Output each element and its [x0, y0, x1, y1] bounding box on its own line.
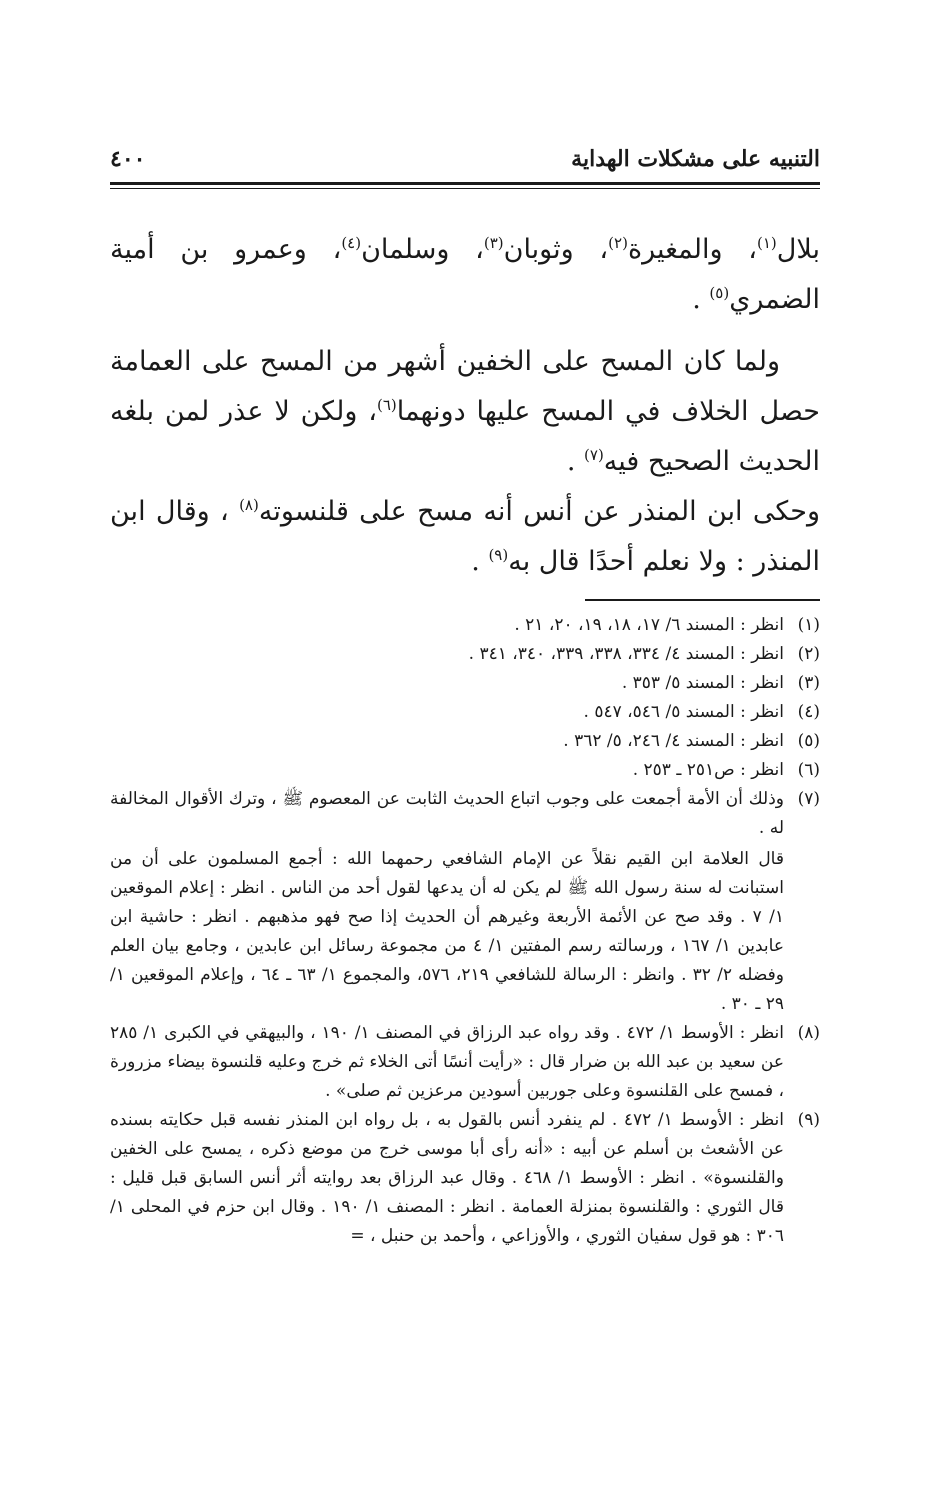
footnote-2 — [110, 640, 820, 669]
footnote-number: (٨) — [797, 1023, 820, 1043]
footnote-separator — [585, 599, 820, 601]
footnote-text: انظر : المسند ٤/ ٢٤٦، ٥/ ٣٦٢ . — [563, 731, 784, 751]
footnote-text: انظر : المسند ٥/ ٥٤٦، ٥٤٧ . — [583, 702, 784, 722]
text-run: ، والمغيرة — [627, 234, 757, 265]
footnote-ref: (٢) — [608, 234, 628, 252]
footnote-number: (٥) — [797, 731, 820, 751]
footnote-number: (٤) — [797, 702, 820, 722]
footnote-ref: (١) — [757, 234, 777, 252]
text-run: ولما كان المسح على الخفين أشهر من المسح على العمامة حصل الخلاف في المسح عليها دونهما — [110, 346, 820, 427]
text-run: . — [471, 546, 489, 577]
footnote-1 — [110, 611, 820, 640]
paragraph-1 — [110, 225, 820, 325]
footnote-7-continuation: قال العلامة ابن القيم نقلاً عن الإمام الشافعي رحمهما الله : أجمع المسلمون على أن من استبانت له سنة رسول الله ﷺ لم يكن له أن يدعها لقول أحد من الناس . انظر : إعلام الموقعين ١/ ٧ . وقد صح عن الأئمة الأربعة وغيرهم أن الحديث إذا صح فهو مذهبهم . انظر : حاشية ابن عابدين ١/ ١٦٧ ، ورسالته رسم المفتين ١/ ٤ من مجموعة رسائل ابن عابدين ، وجامع بيان العلم وفضله ٢/ ٣٢ . وانظر : الرسالة للشافعي ٢١٩، ٥٧٦، والمجموع ١/ ٦٣ ـ ٦٤ ، وإعلام الموقعين ١/ ٢٩ ـ ٣٠ . — [110, 849, 785, 1014]
footnote-8 — [110, 1019, 820, 1106]
footnote-number: (١) — [797, 615, 820, 635]
footnote-ref: (٣) — [483, 234, 504, 252]
text-run: . — [692, 284, 710, 315]
footnotes — [110, 611, 820, 1251]
footnote-number: (٣) — [797, 673, 820, 693]
footnote-4 — [110, 698, 820, 727]
footnote-text: وذلك أن الأمة أجمعت على وجوب اتباع الحديث الثابت عن المعصوم ﷺ ، وترك الأقوال المخالفة له . — [110, 789, 784, 838]
footnote-ref: (٤) — [341, 234, 362, 252]
footnote-text: انظر : المسند ٥/ ٣٥٣ . — [621, 673, 784, 693]
footnote-5 — [110, 727, 820, 756]
paragraph-2 — [110, 337, 820, 487]
text-run: ، وقال ابن المنذر : ولا نعلم أحدًا قال به — [110, 496, 820, 577]
header-rule-thick — [110, 182, 820, 185]
footnote-ref: (٩) — [488, 546, 509, 564]
footnote-3 — [110, 669, 820, 698]
footnote-text: انظر : الأوسط ١/ ٤٧٢ . وقد رواه عبد الرزاق في المصنف ١/ ١٩٠ ، والبيهقي في الكبرى ١/ ٢٨٥ عن سعيد بن عبد الله بن ضرار قال : «رأيت أنسًا أتى الخلاء ثم خرج وعليه قلنسوة بيضاء مزرورة ، فمسح على القلنسوة وعلى جوربين أسودين مرعزين ثم صلى» . — [110, 1023, 784, 1101]
text-run: ، وسلمان — [361, 234, 484, 265]
footnote-number: (٦) — [797, 760, 820, 780]
footnote-ref: (٨) — [239, 496, 259, 514]
main-text — [110, 225, 820, 587]
footnote-6 — [110, 756, 820, 785]
footnote-ref: (٦) — [376, 396, 397, 414]
footnote-text: انظر : ص٢٥١ ـ ٢٥٣ . — [632, 760, 784, 780]
text-run: . — [566, 446, 585, 477]
page-number: ٤٠٠ — [110, 146, 146, 172]
book-page — [110, 140, 820, 1251]
text-run: ، ولكن لا عذر لمن بلغه الحديث الصحيح فيه — [110, 396, 820, 477]
paragraph-3 — [110, 487, 820, 587]
footnote-7 — [110, 785, 820, 843]
header-rule-thin — [110, 188, 820, 189]
running-header — [110, 140, 820, 180]
footnote-number: (٢) — [797, 644, 820, 664]
text-run: بلال — [776, 234, 821, 265]
text-run: وحكى ابن المنذر عن أنس أنه مسح على قلنسوته — [258, 496, 820, 527]
footnote-number: (٧) — [797, 789, 820, 809]
footnote-text: انظر : المسند ٦/ ١٧، ١٨، ١٩، ٢٠، ٢١ . — [514, 615, 784, 635]
footnote-text: انظر : المسند ٤/ ٣٣٤، ٣٣٨، ٣٣٩، ٣٤٠، ٣٤١ . — [468, 644, 784, 664]
header-title: التنبيه على مشكلات الهداية — [571, 146, 820, 172]
footnote-ref: (٥) — [709, 284, 730, 302]
text-run: ، وثوبان — [503, 234, 609, 265]
text-run: ، وعمرو بن أمية الضمري — [110, 234, 820, 315]
footnote-9 — [110, 1106, 820, 1251]
footnote-number: (٩) — [797, 1110, 820, 1130]
footnote-text: انظر : الأوسط ١/ ٤٧٢ . لم ينفرد أنس بالقول به ، بل رواه ابن المنذر نفسه قبل حكايته بسنده عن الأشعث بن أسلم عن أبيه : «أنه رأى أبا موسى خرج من موضع ذكره ، يمسح على الخفين والقلنسوة» . انظر : الأوسط ١/ ٤٦٨ . وقال عبد الرزاق بعد روايته أثر أنس السابق قبل قليل : قال الثوري : والقلنسوة بمنزلة العمامة . انظر : المصنف ١/ ١٩٠ . وقال ابن حزم في المحلى ١/ ٣٠٦ : هو قول سفيان الثوري ، والأوزاعي ، وأحمد بن حنبل ، = — [110, 1110, 784, 1246]
footnote-ref: (٧) — [584, 446, 604, 464]
